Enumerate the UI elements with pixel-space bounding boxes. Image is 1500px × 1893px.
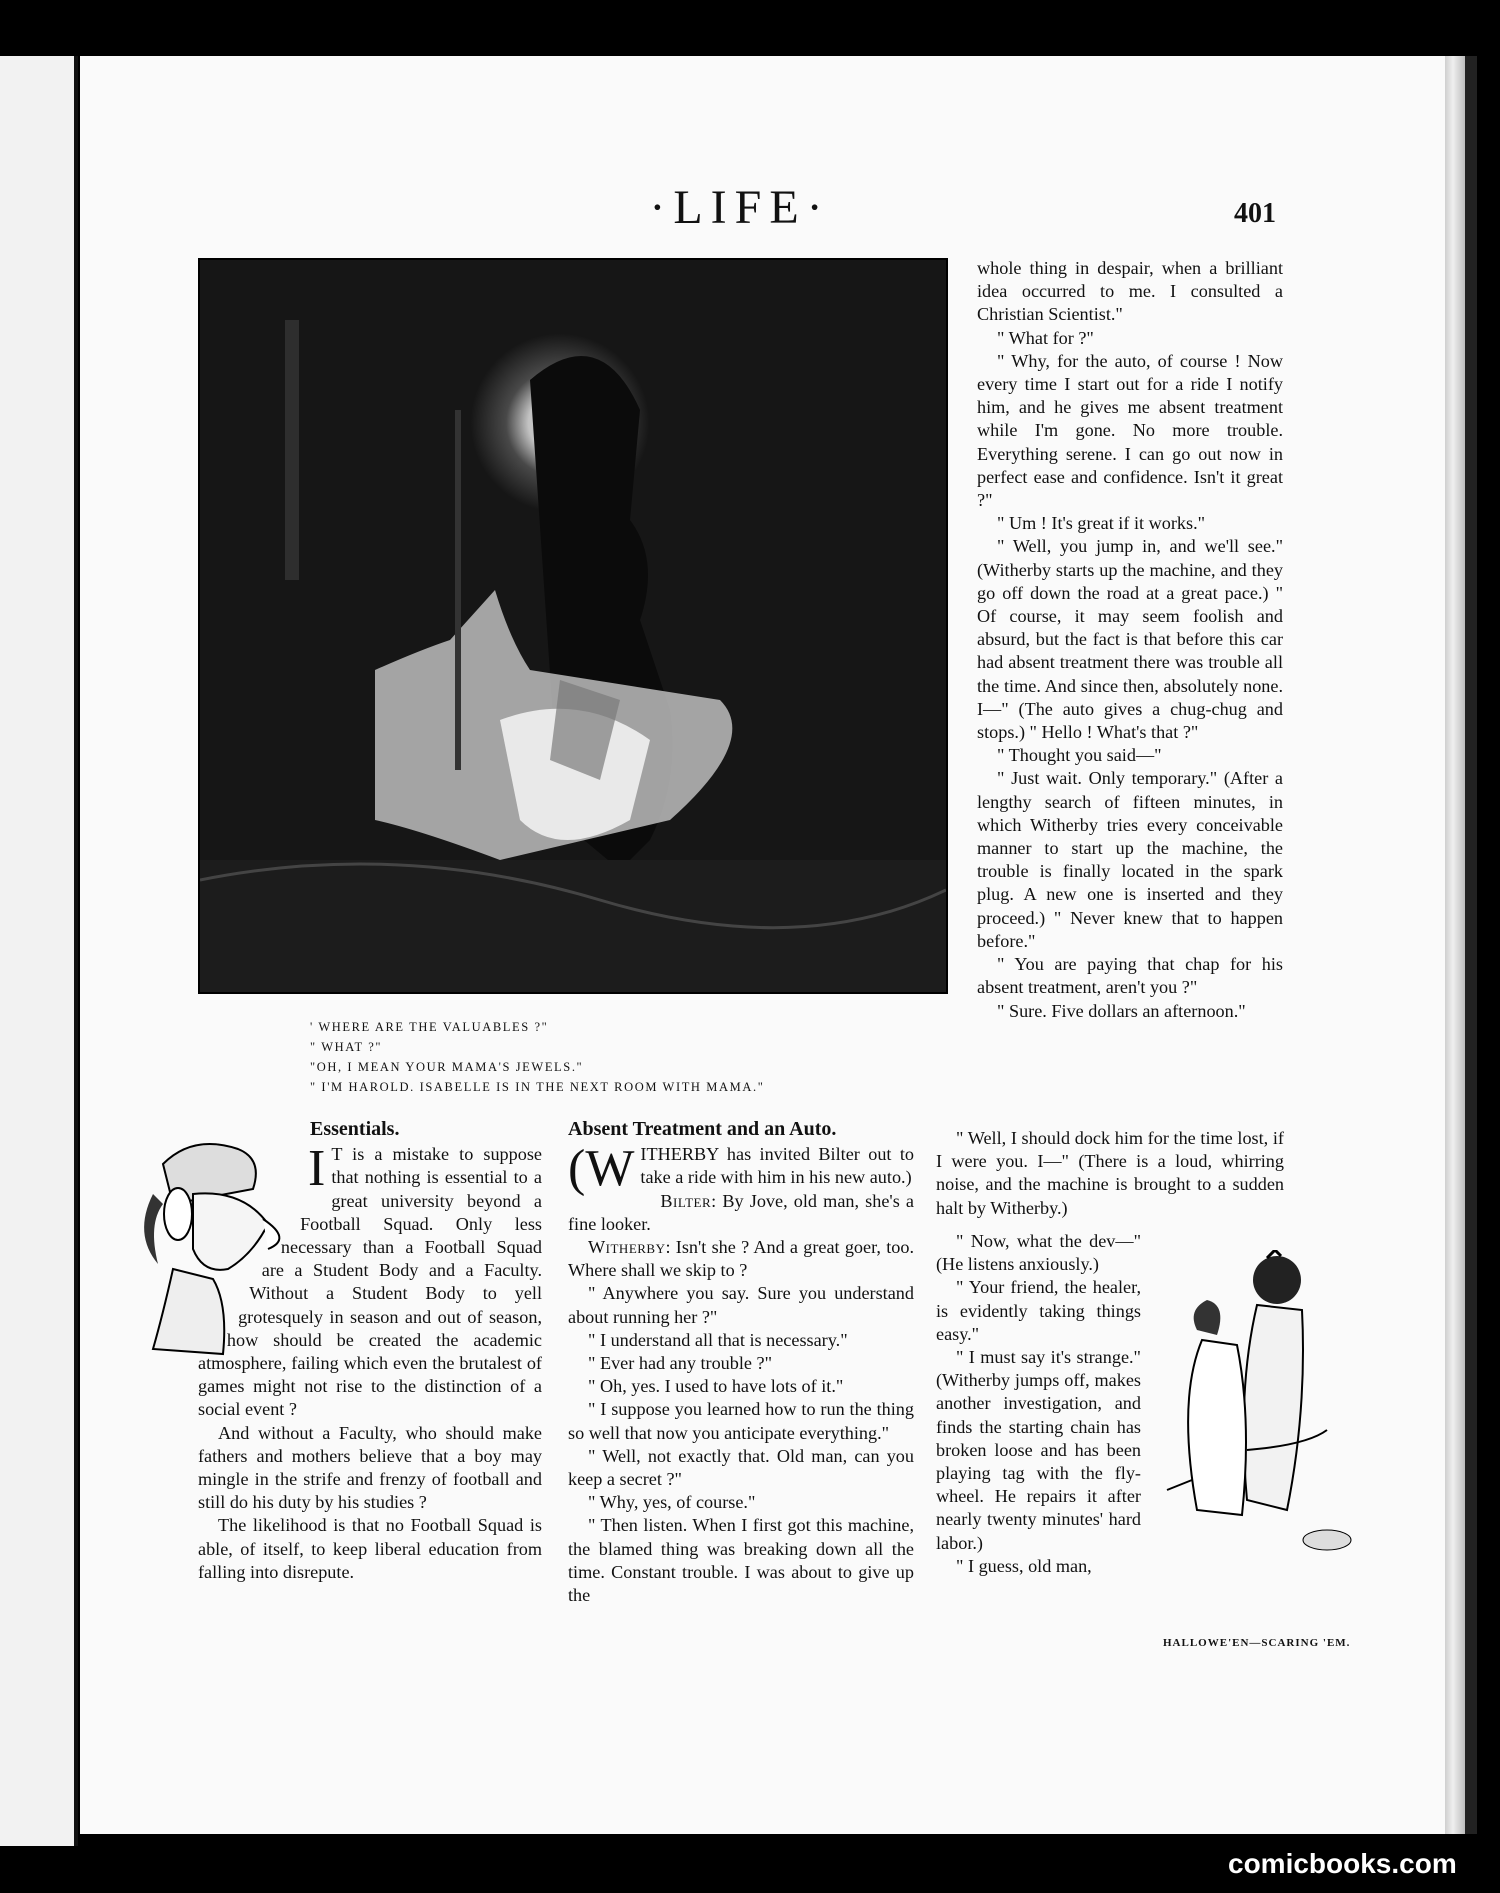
paragraph: " Why, yes, of course."	[588, 1492, 756, 1513]
night-illustration	[198, 258, 948, 994]
article-column-right-continued	[936, 1127, 1284, 1220]
paragraph: " I must say it's strange." (Witherby jumps off, makes another investigation, and finds the starting chain has broken loose and has been playing tag with the fly-wheel. He repairs it after nearly twenty minutes' hard labor.)	[936, 1347, 1141, 1553]
paragraph: " I guess, old man,	[956, 1555, 1092, 1576]
paragraph: " Why, for the auto, of course ! Now every time I start out for a ride I notify him, and he gives me absent treatment while I'm gone. No more trouble. Everything serene. I can go out now in perfect ease and confidence. Isn't it great ?"	[977, 350, 1283, 511]
halloween-caption: HALLOWE'EN—SCARING 'EM.	[1163, 1637, 1351, 1649]
paragraph-text: : By Jove, old man, she's a fine looker.	[568, 1190, 914, 1234]
paragraph: " What for ?"	[997, 327, 1094, 348]
drop-cap: (W	[568, 1140, 635, 1198]
speaker-label: Witherby	[588, 1237, 666, 1258]
left-page-edge	[0, 56, 74, 1846]
page-gutter	[74, 56, 78, 1846]
paragraph: " Then listen. When I first got this machine, the blamed thing was breaking down all the time. Constant trouble. I was about to give up the	[568, 1515, 914, 1606]
article-heading: Essentials.	[310, 1118, 400, 1140]
article-absent-treatment	[568, 1118, 914, 1607]
paragraph: " Sure. Five dollars an afternoon."	[997, 1000, 1246, 1021]
paragraph-text: ITHERBY has invited Bilter out to take a ride with him in his new auto.)	[640, 1144, 914, 1188]
magazine-title: ·LIFE·	[649, 181, 831, 234]
paragraph: " Well, you jump in, and we'll see." (Witherby starts up the machine, and they go off down the road at a great pace.) " Of course, it may seem foolish and absurd, but the fact is that before this car had absent treatment there was trouble all the time. And since then, absolutely none. I—" (The auto gives a chug-chug and stops.) " Hello ! What's that ?"	[977, 536, 1283, 743]
article-column-right-narrow	[936, 1230, 1141, 1578]
paragraph: " Now, what the dev—" (He listens anxiously.)	[936, 1231, 1141, 1275]
page-edge-right	[1445, 56, 1465, 1834]
paragraph: " Well, I should dock him for the time lost, if I were you. I—" (There is a loud, whirring noise, and the machine is brought to a sudden halt by Witherby.)	[936, 1128, 1284, 1218]
paragraph: " Your friend, the healer, is evidently taking things easy."	[936, 1277, 1141, 1344]
paragraph: The likelihood is that no Football Squad is able, of itself, to keep liberal education from falling into disrepute.	[198, 1515, 542, 1582]
halloween-pumpkin-ghost-drawing	[1157, 1250, 1362, 1600]
page-number: 401	[1234, 198, 1276, 229]
paragraph: " I suppose you learned how to run the thing so well that now you anticipate everything."	[568, 1399, 914, 1443]
bedroom-scene-drawing	[200, 260, 946, 992]
paragraph	[568, 1236, 914, 1282]
paragraph: whole thing in despair, when a brilliant idea occurred to me. I consulted a Christian Scientist."	[977, 258, 1283, 325]
article-column-right	[977, 257, 1283, 1023]
watermark: comicbooks.com	[1228, 1848, 1457, 1879]
paragraph	[568, 1140, 914, 1198]
paragraph: " Oh, yes. I used to have lots of it."	[588, 1376, 844, 1397]
article-essentials	[198, 1118, 542, 1584]
paragraph: " Um ! It's great if it works."	[997, 513, 1206, 534]
paragraph: " Thought you said—"	[997, 745, 1162, 766]
paragraph: " Ever had any trouble ?"	[588, 1353, 773, 1374]
paragraph-text: T is a mistake to suppose that nothing is essential to a great university beyond a Football Squad. Only less necessary than a Football Squad are a Student Body and a Faculty. Without a Student Body to yell grotesquely in season and out of season, how should be created the academic atmosphere, failing which even the brutalest of games might not rise to the distinction of a social event ?	[198, 1144, 542, 1420]
paragraph-text: : Isn't she ? And a great goer, too. Where shall we skip to ?	[568, 1237, 914, 1281]
caption-line: "OH, I MEAN YOUR MAMA'S JEWELS."	[310, 1060, 584, 1074]
drop-cap: I	[308, 1140, 326, 1198]
paragraph: " I understand all that is necessary."	[588, 1329, 848, 1350]
illustration-caption	[310, 1017, 930, 1097]
binding-rim	[1465, 56, 1477, 1834]
paragraph: " Just wait. Only temporary." (After a lengthy search of fifteen minutes, in which Witherby tries every conceivable manner to start up the machine, the trouble is finally located in the spark plug. A new one is inserted and they proceed.) " Never knew that to happen before."	[977, 768, 1283, 951]
paragraph: " Well, not exactly that. Old man, can you keep a secret ?"	[568, 1445, 914, 1490]
speaker-label: Bilter	[660, 1190, 712, 1211]
paragraph: And without a Faculty, who should make fathers and mothers believe that a boy may mingle in the strife and frenzy of football and still do his duty by his studies ?	[198, 1422, 542, 1513]
caption-line: " I'M HAROLD. ISABELLE IS IN THE NEXT ROOM WITH MAMA."	[310, 1080, 765, 1094]
paragraph: " You are paying that chap for his absent treatment, aren't you ?"	[977, 954, 1283, 998]
paragraph: " Anywhere you say. Sure you understand about running her ?"	[568, 1283, 914, 1327]
caption-line: ' WHERE ARE THE VALUABLES ?"	[310, 1020, 549, 1034]
article-heading: Absent Treatment and an Auto.	[568, 1118, 837, 1140]
caption-line: " WHAT ?"	[310, 1040, 383, 1054]
